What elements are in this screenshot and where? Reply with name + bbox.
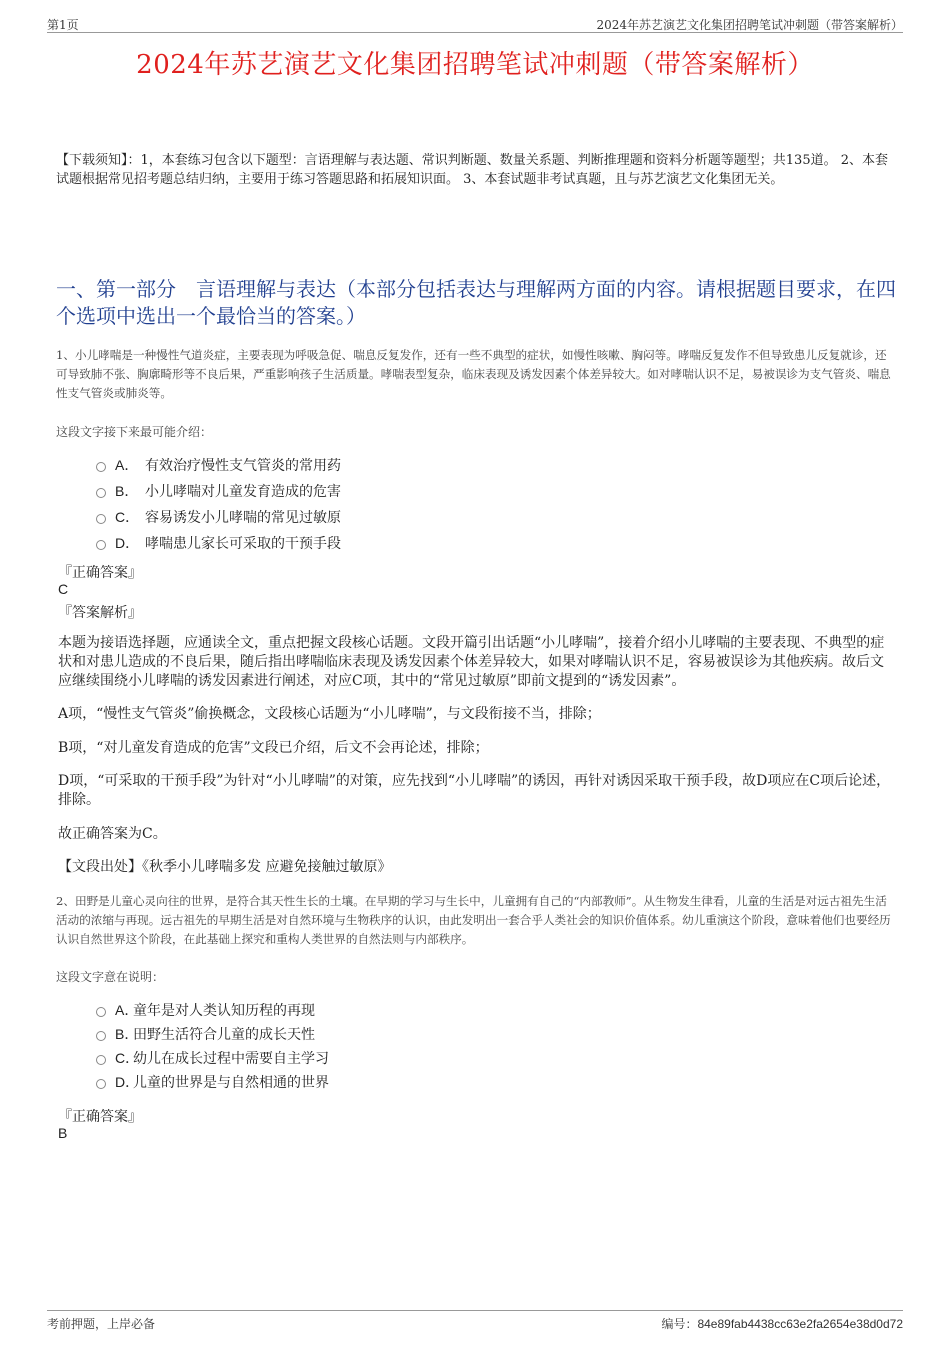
analysis-conclusion: 故正确答案为C。 — [58, 826, 167, 842]
radio-icon[interactable] — [96, 1007, 106, 1017]
question-2-options — [96, 998, 876, 1094]
question-2-text: 2、田野是儿童心灵向往的世界，是符合其天性生长的土壤。在早期的学习与生长中，儿童拥有自己的“内部教师”。从生物发生律看，儿童的生活是对远古祖先生活活动的浓缩与再现。远古祖先的早期生活是对自然环境与生物秩序的认识，由此发明出一套合乎人类社会的知识价值体系。幼儿重演这个阶段，意味着他们也要经历认识自然世界这个阶段，在此基础上探究和重构人类世界的自然法则与内部秩序。 — [56, 894, 891, 946]
option-c[interactable]: C． 幼儿在成长过程中需要自主学习 — [96, 1046, 876, 1070]
question-1-text: 1、小儿哮喘是一种慢性气道炎症，主要表现为呼吸急促、喘息反复发作，还有一些不典型的症状，如慢性咳嗽、胸闷等。哮喘反复发作不但导致患儿反复就诊，还可导致肺不张、胸廓畸形等不良后果，严重影响孩子生活质量。哮喘表型复杂，临床表现及诱发因素个体差异较大。如对哮喘认识不足，易被误诊为支气管炎、喘息性支气管炎或肺炎等。 — [56, 348, 891, 400]
option-d[interactable]: D． 哮喘患儿家长可采取的干预手段 — [96, 530, 876, 556]
analysis-paragraph: A项，“慢性支气管炎”偷换概念，文段核心话题为“小儿哮喘”，与文段衔接不当，排除； — [58, 706, 601, 722]
option-c[interactable]: C． 容易诱发小儿哮喘的常见过敏原 — [96, 504, 876, 530]
radio-icon[interactable] — [96, 1031, 106, 1041]
header-doc-title: 2024年苏艺演艺文化集团招聘笔试冲刺题（带答案解析） — [596, 18, 903, 32]
option-a[interactable]: A． 有效治疗慢性支气管炎的常用药 — [96, 452, 876, 478]
footer-code: 编号：84e89fab4438cc63e2fa2654e38d0d72 — [661, 1317, 903, 1331]
analysis-paragraph: B项，“对儿童发育造成的危害”文段已介绍，后文不会再论述，排除； — [58, 740, 489, 756]
analysis-label: 『答案解析』 — [58, 605, 142, 621]
answer-label: 『正确答案』 — [58, 1109, 142, 1125]
analysis-paragraph: D项，“可采取的干预手段”为针对“小儿哮喘”的对策，应先找到“小儿哮喘”的诱因，再针对诱因采取干预手段，故D项应在C项后论述，排除。 — [58, 773, 891, 808]
answer-value: B — [58, 1125, 68, 1141]
footer-slogan: 考前押题，上岸必备 — [47, 1317, 156, 1331]
answer-value: C — [58, 581, 69, 597]
radio-icon[interactable] — [96, 1079, 106, 1089]
option-b[interactable]: B． 小儿哮喘对儿童发育造成的危害 — [96, 478, 876, 504]
answer-label: 『正确答案』 — [58, 565, 142, 581]
option-b[interactable]: B． 田野生活符合儿童的成长天性 — [96, 1022, 876, 1046]
question-1-options — [96, 452, 876, 556]
radio-icon[interactable] — [96, 488, 106, 498]
page-footer — [47, 1310, 903, 1333]
radio-icon[interactable] — [96, 540, 106, 550]
question-2-prompt: 这段文字意在说明： — [56, 970, 165, 984]
radio-icon[interactable] — [96, 514, 106, 524]
question-1-prompt: 这段文字接下来最可能介绍： — [56, 425, 213, 439]
analysis-paragraph: 本题为接语选择题，应通读全文，重点把握文段核心话题。文段开篇引出话题“小儿哮喘”，接着介绍小儿哮喘的主要表现、不典型的症状和对患儿造成的不良后果，随后指出哮喘临床表现及诱发因素个体差异较大，如果对哮喘认识不足，容易被误诊为其他疾病。故后文应继续围绕小儿哮喘的诱发因素进行阐述，对应C项，其中的“常见过敏原”即前文提到的“诱发因素”。 — [58, 635, 885, 689]
option-d[interactable]: D． 儿童的世界是与自然相通的世界 — [96, 1070, 876, 1094]
option-a[interactable]: A． 童年是对人类认知历程的再现 — [96, 998, 876, 1022]
page-header — [47, 14, 903, 33]
radio-icon[interactable] — [96, 462, 106, 472]
document-title: 2024年苏艺演艺文化集团招聘笔试冲刺题（带答案解析） — [136, 50, 814, 80]
page-number: 第1页 — [47, 18, 79, 32]
section-heading: 一、第一部分 言语理解与表达（本部分包括表达与理解两方面的内容。请根据题目要求，在四个选项中选出一个最恰当的答案。） — [56, 277, 896, 328]
download-notice: 【下载须知】：1，本套练习包含以下题型：言语理解与表达题、常识判断题、数量关系题、判断推理题和资料分析题等题型；共135道。 2、本套试题根据常见招考题总结归纳，主要用于练习答题思路和拓展知识面。 3、本套试题非考试真题，且与苏艺演艺文化集团无关。 — [56, 153, 888, 187]
radio-icon[interactable] — [96, 1055, 106, 1065]
source-citation: 【文段出处】《秋季小儿哮喘多发 应避免接触过敏原》 — [58, 859, 392, 875]
